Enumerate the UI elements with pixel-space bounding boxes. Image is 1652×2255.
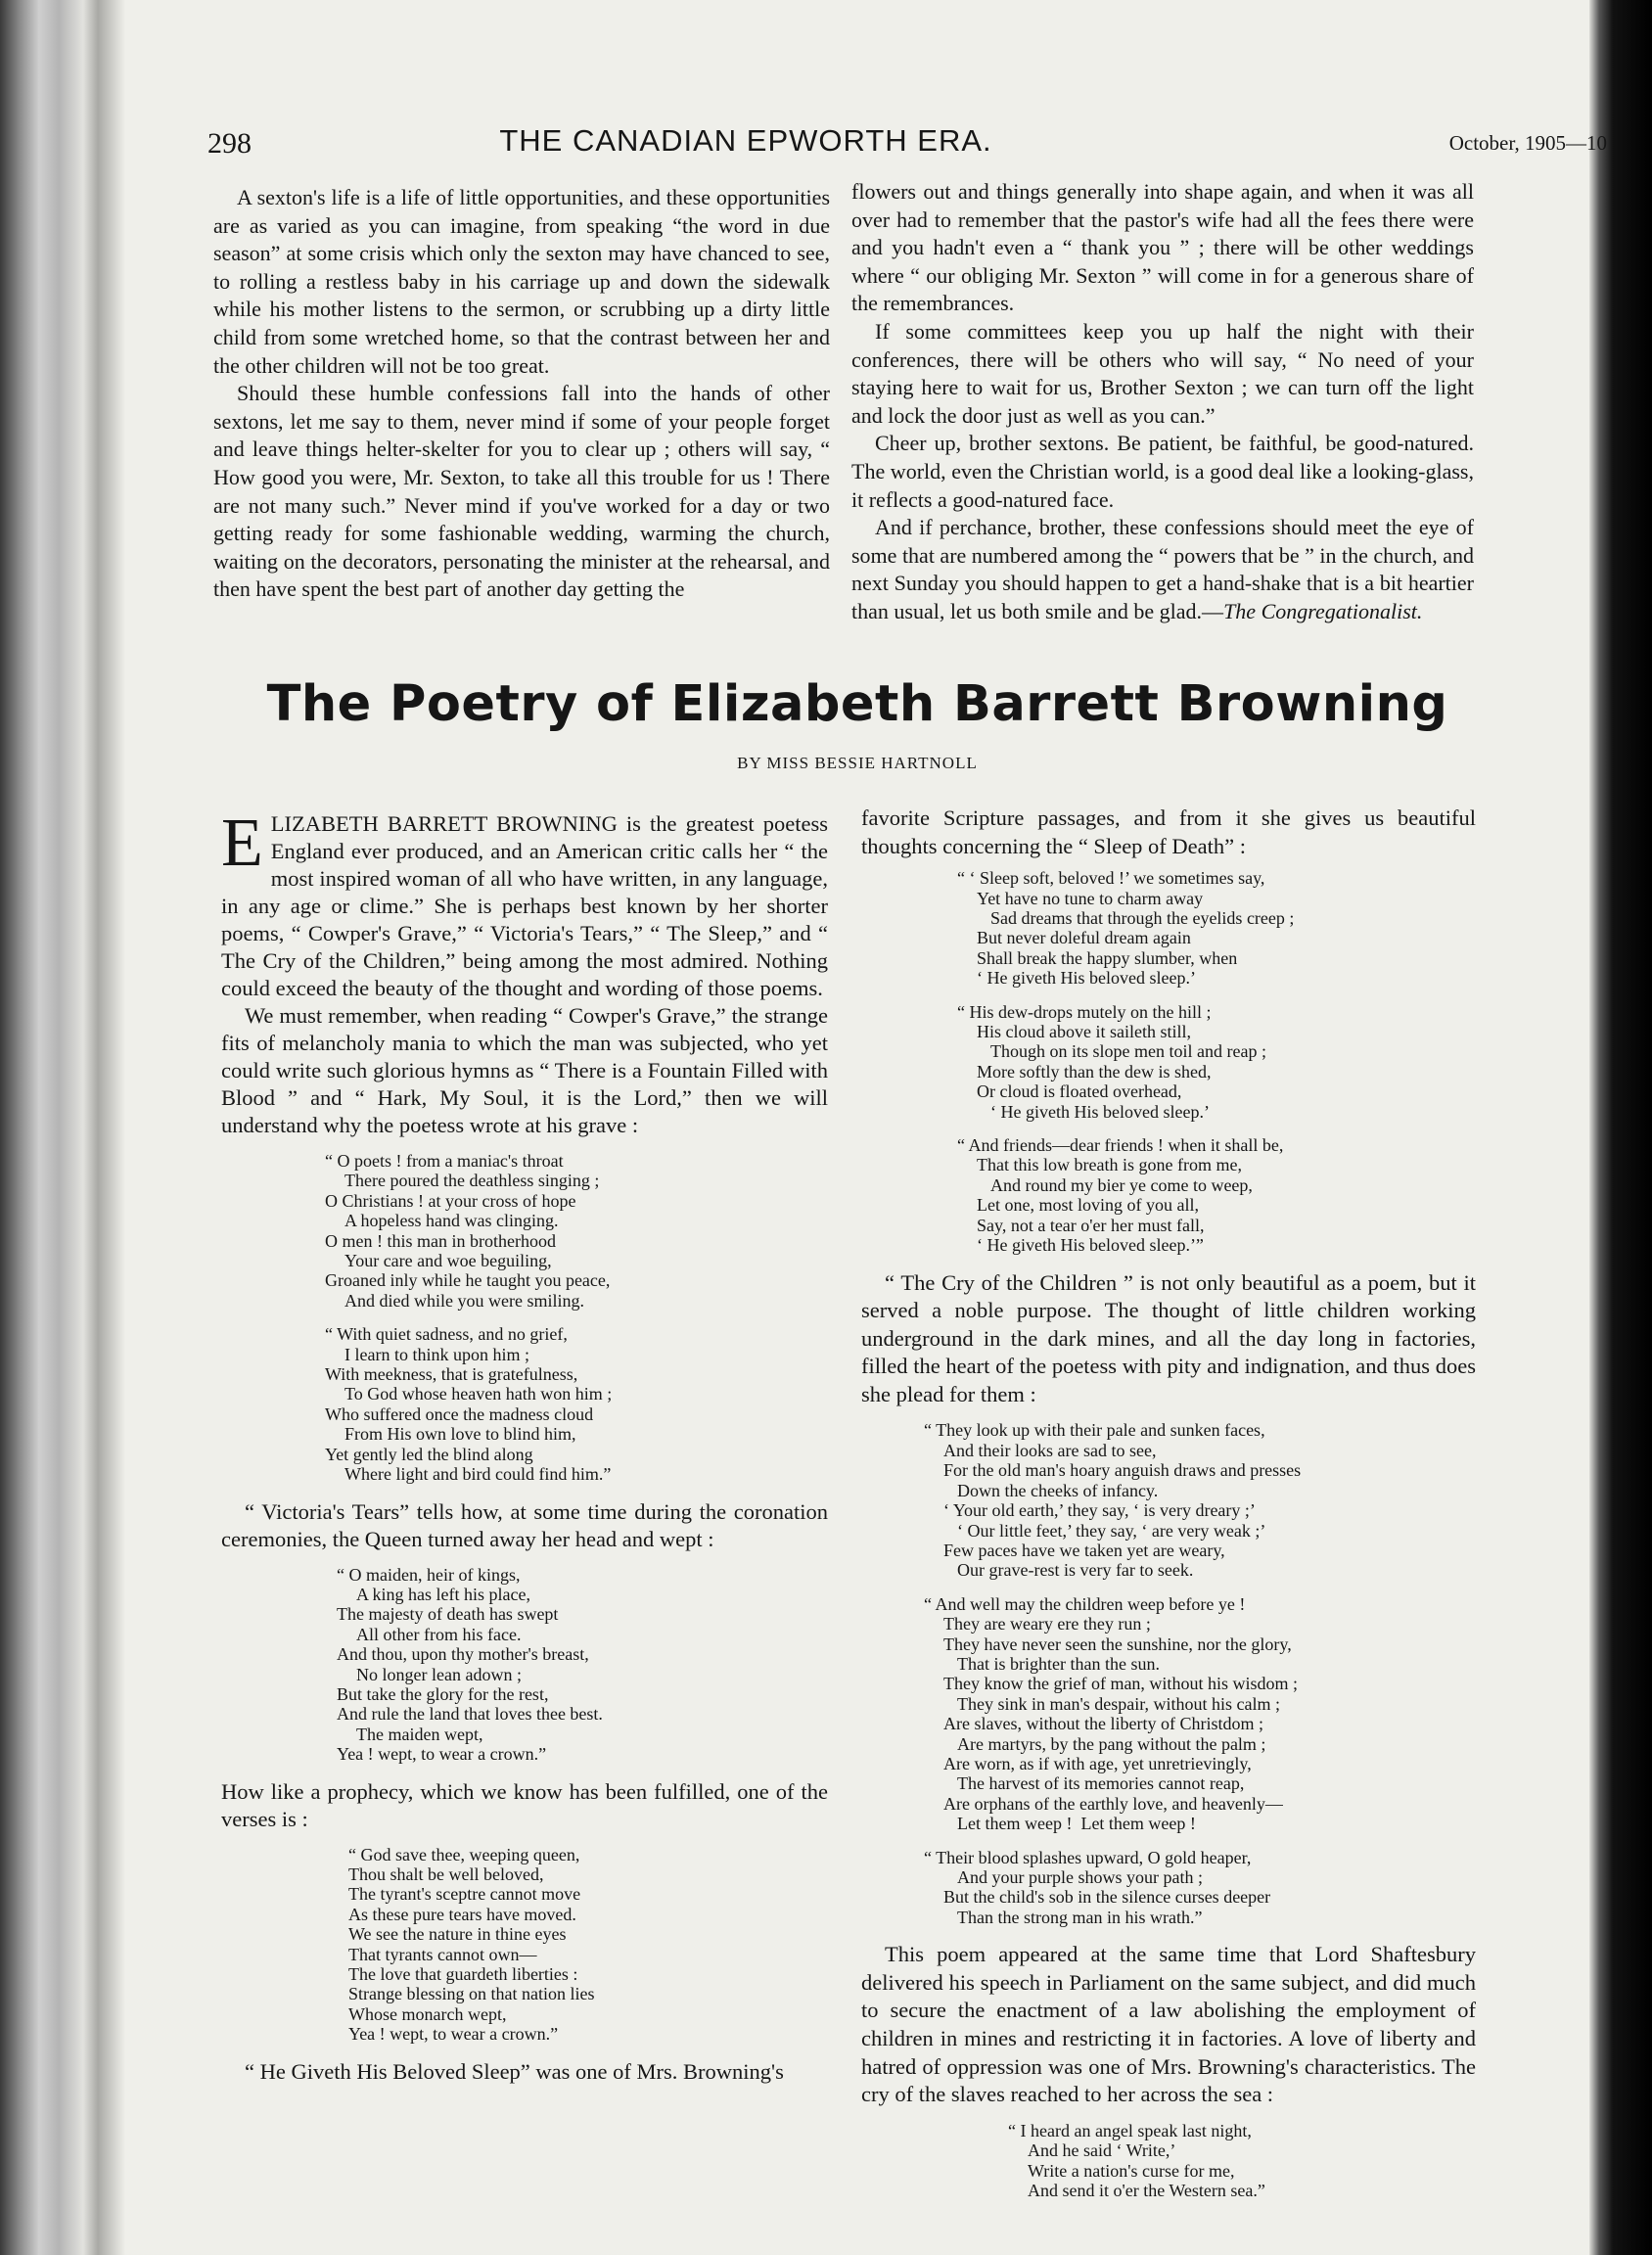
cry-poem [924,1420,1476,1927]
source-attribution: The Congregationalist. [1223,598,1423,623]
intro-text: LIZABETH BARRETT BROWNING is the greatest poetess England ever produced, and an American critic calls her “ the most inspired woman of all who have written, in any language, in any age or clime.” She is perhaps best known by her shorter poems, “ Cowper's Grave,” “ Victoria's Tears,” “ The Sleep,” and “ The Cry of the Children,” being among the most admired. Nothing could exceed the beauty of the thought and wording of those poems. [221,811,828,1000]
verse-line: His cloud above it saileth still, [977,1022,1191,1042]
verse-line: From His own love to blind him, [344,1424,576,1445]
verse-line: Few paces have we taken yet are weary, [943,1540,1225,1560]
prophecy-poem [348,1845,828,2045]
stanza [924,1594,1476,1834]
sleep-poem [957,868,1476,1255]
stanza [924,1848,1476,1928]
verse-line: Whose monarch wept, [348,2003,507,2024]
verse-line: The love that guardeth liberties : [348,1964,578,1984]
verse-line: That tyrants cannot own— [348,1944,537,1964]
paragraph: This poem appeared at the same time that Lord Shaftesbury delivered his speech in Parliament on the same subject, and did much to secure the enactment of a law abolishing the employment of children in mines and restricting it in factories. A love of liberty and hatred of oppression was one of Mrs. Browning's characteristics. The cry of the slaves reached to her across the sea : [861,1942,1476,2107]
verse-line: I learn to think upon him ; [344,1344,529,1364]
verse-line: Are slaves, without the liberty of Christdom ; [943,1714,1263,1734]
stanza [924,1420,1476,1580]
verse-line: Though on its slope men toil and reap ; [990,1041,1266,1062]
verse-line: Who suffered once the madness cloud [325,1404,594,1424]
verse-line: “ With quiet sadness, and no grief, [325,1324,568,1345]
stanza [337,1565,828,1765]
verse-line: “ God save thee, weeping queen, [348,1844,580,1864]
paragraph: “ Victoria's Tears” tells how, at some time during the coronation ceremonies, the Queen turned away her head and wept : [221,1498,828,1551]
verse-line: Or cloud is floated overhead, [977,1081,1182,1102]
article-column-left [221,805,828,2086]
verse-line: Sad dreams that through the eyelids creep ; [990,908,1295,928]
stanza [325,1324,828,1484]
verse-line: “ They look up with their pale and sunken faces, [924,1420,1265,1441]
verse-line: But take the glory for the rest, [337,1683,549,1704]
paragraph: “ He Giveth His Beloved Sleep” was one of Mrs. Browning's [245,2058,784,2084]
verse-line: ‘ He giveth His beloved sleep.’” [977,1235,1204,1256]
verse-line: O Christians ! at your cross of hope [325,1190,576,1211]
verse-line: They know the grief of man, without his wisdom ; [943,1674,1298,1694]
intro-paragraph [221,805,828,1002]
verse-line: The tyrant's sceptre cannot move [348,1884,581,1905]
verse-line: The harvest of its memories cannot reap, [957,1773,1245,1794]
verse-line: For the old man's hoary anguish draws and presses [943,1460,1302,1481]
verse-line: And their looks are sad to see, [943,1440,1157,1460]
verse-line: And he said ‘ Write,’ [1028,2140,1176,2161]
verse-line: To God whose heaven hath won him ; [344,1384,613,1404]
book-spine-edge [0,0,125,2255]
paragraph: A sexton's life is a life of little opportunities, and these opportunities are as varied as you can imagine, from speaking “the word in due season” at some crisis which only the sexton may have chanced to see, to rolling a restless baby in his carriage up and down the sidewalk while his mother listens to the sermon, or scrubbing up a dirty little child from some wretched home, so that the contrast between her and the other children will not be too great. [213,185,830,378]
verse-line: But the child's sob in the silence curses deeper [943,1887,1271,1908]
stanza [325,1151,828,1311]
verse-line: And thou, upon thy mother's breast, [337,1644,589,1665]
verse-line: Write a nation's curse for me, [1028,2160,1235,2181]
article-title: The Poetry of Elizabeth Barrett Browning [266,675,1448,733]
verse-line: ‘ He giveth His beloved sleep.’ [977,968,1196,989]
verse-line: “ O maiden, heir of kings, [337,1564,521,1585]
verse-line: More softly than the dew is shed, [977,1061,1212,1081]
verse-line: Your care and woe beguiling, [344,1251,552,1271]
verse-line: Yet gently led the blind along [325,1444,533,1464]
verse-line: Are worn, as if with age, yet unretrievingly, [943,1753,1252,1773]
verse-line: The majesty of death has swept [337,1604,559,1625]
victoria-poem [337,1565,828,1765]
verse-line: “ Their blood splashes upward, O gold heaper, [924,1847,1252,1867]
byline: BY MISS BESSIE HARTNOLL [737,754,978,772]
magazine-page [125,0,1607,2255]
verse-line: And rule the land that loves thee best. [337,1704,603,1725]
verse-line: And send it o'er the Western sea.” [1028,2181,1265,2200]
verse-line: And your purple shows your path ; [957,1867,1203,1887]
cowper-poem [325,1151,828,1485]
stanza [957,868,1476,988]
verse-line: A hopeless hand was clinging. [344,1211,559,1231]
verse-line: The maiden wept, [356,1724,483,1744]
verse-line: Where light and bird could find him.” [344,1464,612,1485]
verse-line: Yea ! wept, to wear a crown.” [348,2024,559,2045]
verse-line: Down the cheeks of infancy. [957,1480,1159,1500]
issue-date: October, 1905—10 [1448,131,1607,155]
verse-line: Than the strong man in his wrath.” [957,1907,1203,1927]
verse-line: Are orphans of the earthly love, and heavenly— [943,1793,1283,1814]
paragraph: “ The Cry of the Children ” is not only beautiful as a poem, but it served a noble purpose. The thought of little children working underground in the dark mines, and all the day long in factories, filled the heart of the poetess with pity and indignation, and thus does she plead for them : [861,1269,1476,1406]
verse-line: “ ‘ Sleep soft, beloved !’ we sometimes say, [957,868,1265,889]
verse-line: ‘ Your old earth,’ they say, ‘ is very dreary ;’ [943,1500,1256,1521]
binding-shadow [1589,0,1652,2255]
verse-line: That this low breath is gone from me, [977,1155,1242,1175]
verse-line: “ I heard an angel speak last night, [1008,2120,1252,2140]
verse-line: With meekness, that is gratefulness, [325,1364,578,1385]
verse-line: They sink in man's despair, without his calm ; [957,1693,1280,1714]
verse-line: O men ! this man in brotherhood [325,1230,556,1251]
verse-line: Say, not a tear o'er her must fall, [977,1215,1205,1235]
angel-poem [1008,2121,1476,2201]
verse-line: Shall break the happy slumber, when [977,947,1238,968]
stanza [1008,2121,1476,2201]
verse-line: And died while you were smiling. [344,1290,584,1311]
verse-line: They have never seen the sunshine, nor the glory, [943,1634,1292,1654]
verse-line: ‘ He giveth His beloved sleep.’ [990,1101,1210,1122]
verse-line: All other from his face. [356,1624,522,1644]
paragraph: If some committees keep you up half the night with their conferences, there will be others who will say, “ No need of your staying here to wait for us, Brother Sexton ; we can turn off the light and lock the door just as well as you can.” [851,318,1474,428]
stanza [957,1002,1476,1122]
journal-title: THE CANADIAN EPWORTH ERA. [499,123,992,158]
page-header [207,123,1607,172]
verse-line: But never doleful dream again [977,928,1191,948]
stanza [957,1135,1476,1255]
verse-line: That is brighter than the sun. [957,1653,1160,1674]
verse-line: Are martyrs, by the pang without the palm ; [957,1733,1266,1754]
sexton-column-right [851,178,1474,626]
verse-line: Yea ! wept, to wear a crown.” [337,1744,547,1765]
verse-line: Groaned inly while he taught you peace, [325,1270,611,1291]
paragraph-text: And if perchance, brother, these confessions should meet the eye of some that are numbered among the “ powers that be ” in the church, and next Sunday you should happen to get a hand-shake that is a bit heartier than usual, let us both smile and be glad.— [851,515,1474,623]
paragraph: Should these humble confessions fall into the hands of other sextons, let me say to them, never mind if some of your people forget and leave things helter-skelter for you to clear up ; others will say, “ How good you were, Mr. Sexton, to take all this trouble for us ! There are not many such.” Never mind if you've worked for a day or two getting ready for some fashionable wedding, warming the church, waiting on the decorators, personating the minister at the rehearsal, and then have spent the best part of another day getting the [213,381,830,602]
verse-line: Thou shalt be well beloved, [348,1864,544,1884]
verse-line: “ And well may the children weep before ye ! [924,1593,1246,1614]
verse-line: “ And friends—dear friends ! when it shall be, [957,1135,1284,1156]
drop-cap: E [221,805,263,881]
verse-line: No longer lean adown ; [356,1664,522,1684]
article-column-right [861,805,1476,2214]
verse-line: We see the nature in thine eyes [348,1924,567,1945]
verse-line: ‘ Our little feet,’ they say, ‘ are very weak ;’ [957,1520,1266,1541]
paragraph: How like a prophecy, which we know has been fulfilled, one of the verses is : [221,1778,828,1831]
verse-line: Yet have no tune to charm away [977,888,1204,908]
verse-line: There poured the deathless singing ; [344,1171,600,1191]
verse-line: And round my bier ye come to weep, [990,1174,1253,1195]
verse-line: Our grave-rest is very far to seek. [957,1560,1194,1581]
paragraph: We must remember, when reading “ Cowper's Grave,” the strange fits of melancholy mania to which the man was subjected, who yet could write such glorious hymns as “ There is a Fountain Filled with Blood ” and “ Hark, My Soul, it is the Lord,” then we will understand why the poetess wrote at his grave : [221,1003,828,1137]
verse-line: “ O poets ! from a maniac's throat [325,1151,564,1171]
verse-line: “ His dew-drops mutely on the hill ; [957,1001,1212,1022]
paragraph: flowers out and things generally into shape again, and when it was all over had to remember that the pastor's wife had all the fees there were and you hadn't even a “ thank you ” ; there will be other weddings where “ our obliging Mr. Sexton ” will come in for a generous share of the remembrances. [851,179,1474,316]
verse-line: Strange blessing on that nation lies [348,1984,595,2004]
paragraph [851,514,1474,625]
page-number: 298 [207,127,252,160]
verse-line: Let one, most loving of you all, [977,1195,1199,1216]
paragraph: favorite Scripture passages, and from it she gives us beautiful thoughts concerning the “ Sleep of Death” : [861,805,1476,858]
stanza [348,1845,828,2045]
verse-line: A king has left his place, [356,1584,530,1604]
paragraph: Cheer up, brother sextons. Be patient, be faithful, be good-natured. The world, even the Christian world, is a good deal like a looking-glass, it reflects a good-natured face. [851,431,1474,512]
verse-line: They are weary ere they run ; [943,1614,1151,1634]
verse-line: Let them weep ! Let them weep ! [957,1814,1196,1834]
sexton-column-left [213,184,830,604]
verse-line: As these pure tears have moved. [348,1904,576,1924]
